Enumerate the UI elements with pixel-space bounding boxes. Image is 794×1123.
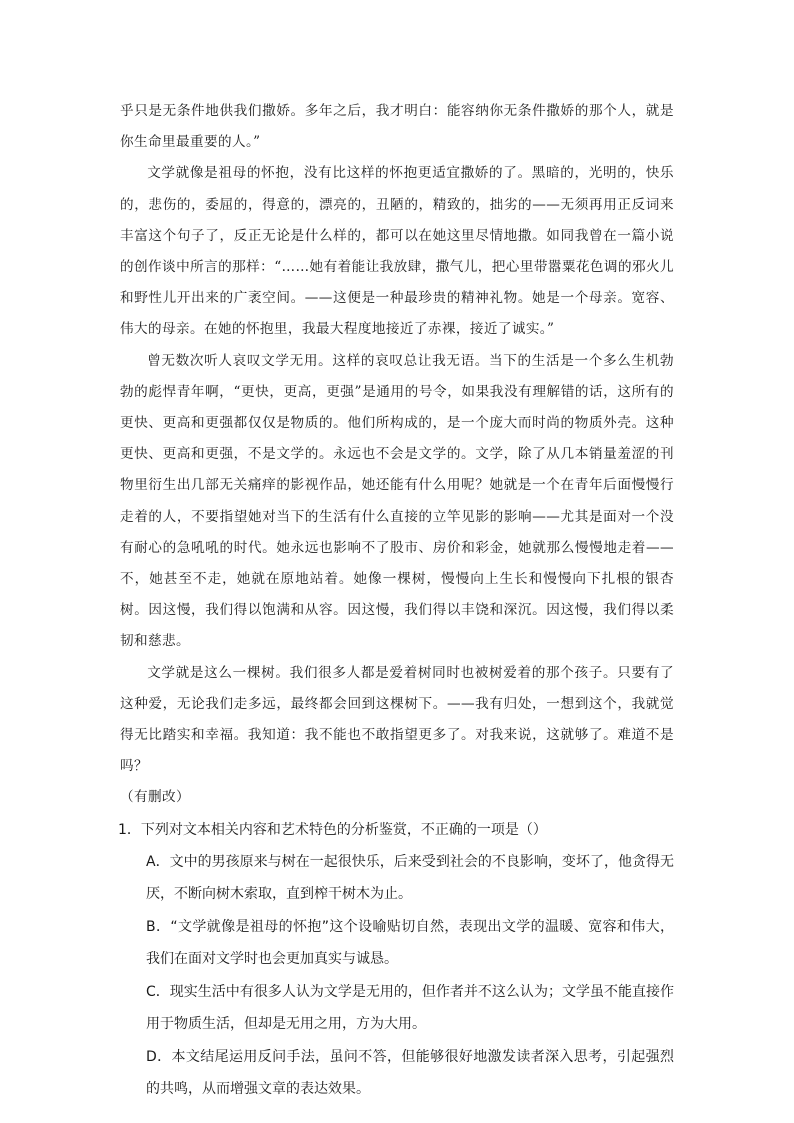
option-b: B．“文学就像是祖母的怀抱”这个设喻贴切自然，表现出文学的温暖、宽容和伟大，我们在面对文学时也会更加真实与诚恳。	[146, 918, 674, 968]
essay-paragraph: 文学就像是祖母的怀抱，没有比这样的怀抱更适宜撒娇的了。黑暗的，光明的，快乐的，悲伤的，委屈的，得意的，漂亮的，丑陋的，精致的，拙劣的——无须再用正反词来丰富这个句子了，反正无论是什么样的，都可以在她这里尽情地撒。如同我曾在一篇小说的创作谈中所言的那样：“……她有着能让我放肆，撒气儿，把心里带嚣粟花色调的邪火儿和野性儿开出来的广袤空间。——这便是一种最珍贵的精神礼物。她是一个母亲。宽容、伟大的母亲。在她的怀抱里，我最大程度地接近了赤裸，接近了诚实。”	[120, 165, 674, 338]
option-d: D．本文结尾运用反问手法，虽问不答，但能够很好地激发读者深入思考，引起强烈的共鸣，从而增强文章的表达效果。	[146, 1048, 674, 1098]
essay-text	[120, 96, 674, 814]
essay-paragraph: 乎只是无条件地供我们撒娇。多年之后，我才明白：能容纳你无条件撒娇的那个人，就是你生命里最重要的人。”	[120, 103, 674, 151]
essay-paragraph: 文学就是这么一棵树。我们很多人都是爱着树同时也被树爱着的那个孩子。只要有了这种爱，无论我们走多远，最终都会回到这棵树下。——我有归处，一想到这个，我就觉得无比踏实和幸福。我知道：我不能也不敢指望更多了。对我来说，这就够了。难道不是吗？	[120, 664, 674, 775]
question-stem: 1．下列对文本相关内容和艺术特色的分析鉴赏，不正确的一项是（）	[118, 821, 547, 838]
source-note: （有删改）	[120, 789, 190, 806]
option-c: C．现实生活中有很多人认为文学是无用的，但作者并不这么认为；文学虽不能直接作用于物质生活，但却是无用之用，方为大用。	[146, 983, 674, 1033]
option-a: A．文中的男孩原来与树在一起很快乐，后来受到社会的不良影响，变坏了，他贪得无厌，不断向树木索取，直到榨干树木为止。	[146, 853, 674, 903]
essay-paragraph: 曾无数次听人哀叹文学无用。这样的哀叹总让我无语。当下的生活是一个多么生机勃勃的彪悍青年啊，“更快，更高，更强”是通用的号令，如果我没有理解错的话，这所有的更快、更高和更强都仅仅是物质的。他们所构成的，是一个庞大而时尚的物质外壳。这种更快、更高和更强，不是文学的。永远也不会是文学的。文学，除了从几本销量羞涩的刊物里衍生出几部无关痛痒的影视作品，她还能有什么用呢？她就是一个在青年后面慢慢行走着的人，不要指望她对当下的生活有什么直接的立竿见影的影响——尤其是面对一个没有耐心的急吼吼的时代。她永远也影响不了股市、房价和彩金，她就那么慢慢地走着——不，她甚至不走，她就在原地站着。她像一棵树，慢慢向上生长和慢慢向下扎根的银杏树。因这慢，我们得以饱满和从容。因这慢，我们得以丰饶和深沉。因这慢，我们得以柔韧和慈悲。	[120, 352, 674, 650]
question-block	[120, 814, 674, 1106]
